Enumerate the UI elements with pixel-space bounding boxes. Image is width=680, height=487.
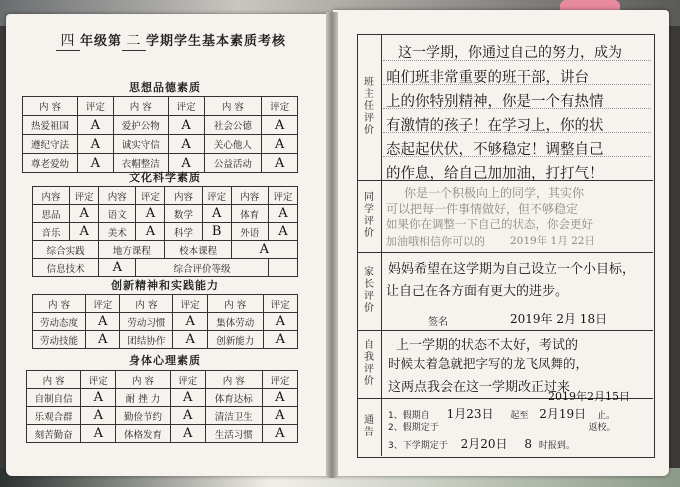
grade-cell: A: [99, 259, 136, 277]
peer-comment-line: 如果你在调整一下自己的状态，你会更好: [386, 217, 593, 231]
item-cell: 衣帽整洁: [113, 154, 168, 173]
notice-text: 2、假期定于: [388, 423, 439, 433]
sign-label: 签名: [428, 317, 448, 328]
innovation-heading: 创新精神和实践能力: [111, 279, 219, 292]
notice-line-2: [388, 420, 616, 433]
label-char: 通: [364, 415, 374, 426]
item-cell: 劳动习惯: [120, 313, 173, 331]
label-char: 价: [364, 303, 374, 314]
grade-cell: A: [263, 313, 297, 331]
grade-cell: A: [262, 154, 298, 173]
grade-cell: A: [81, 425, 116, 443]
label-char: 任: [364, 101, 374, 112]
culture-table: [32, 186, 298, 277]
table-row: [33, 331, 298, 349]
grade-cell: A: [78, 116, 114, 135]
parent-date: 2019年 2月 18日: [510, 312, 608, 326]
grade-handwritten: 四: [56, 30, 80, 51]
notice-text: 返校。: [588, 423, 616, 433]
notice-handwriting: 2月19日: [539, 407, 587, 421]
innovation-table: [32, 294, 298, 349]
grade-cell: A: [70, 223, 99, 241]
grade-cell: A: [86, 331, 120, 349]
self-date: 2019年2月15日: [548, 390, 630, 403]
label-char: 评: [364, 364, 374, 375]
header-cell: 内容: [99, 187, 136, 205]
table-header-row: [27, 371, 298, 389]
teacher-comment-line: 上的你特别精神，你是一个有热情: [386, 94, 604, 110]
summary-label-cell: 综合评价等级: [136, 259, 268, 277]
label-char: 价: [364, 125, 374, 136]
notice-text: 3、下学期定于: [388, 441, 448, 451]
header-cell: 评定: [81, 371, 116, 389]
item-cell: 音乐: [33, 223, 70, 241]
grade-cell: A: [168, 116, 204, 135]
peer-label: [357, 180, 381, 252]
grade-cell: A: [262, 407, 297, 425]
item-cell: 爱护公物: [113, 116, 168, 135]
label-char: 同: [364, 192, 374, 203]
peer-comment-line: 加油哦相信你可以的: [386, 235, 485, 248]
notice-text: 1、假期自: [388, 411, 430, 421]
parent-comment-line: 妈妈希望在这学期为自己设立一个小目标，: [388, 262, 636, 277]
header-cell: 内 容: [116, 371, 170, 389]
table-header-row: [23, 97, 298, 116]
label-char: 评: [364, 113, 374, 124]
header-cell: 内 容: [23, 97, 78, 116]
table-header-row: [33, 187, 298, 205]
grade-cell: A: [262, 425, 297, 443]
label-char: 评: [364, 291, 374, 302]
item-cell: 诚实守信: [113, 135, 168, 154]
header-cell: 内容: [231, 187, 268, 205]
header-cell: 评定: [78, 97, 114, 116]
header-cell: 内 容: [205, 371, 262, 389]
table-row: [27, 389, 298, 407]
item-cell: 科学: [165, 223, 202, 241]
item-cell: 创新能力: [207, 331, 263, 349]
item-cell: 关心他人: [204, 135, 262, 154]
item-cell: 思品: [33, 205, 70, 223]
parent-comment-line: 让自己在各方面有更大的进步。: [386, 284, 569, 299]
table-row: [23, 116, 298, 135]
notice-handwriting: 2月20日: [460, 437, 508, 451]
title-suffix: 学期学生基本素质考核: [146, 34, 287, 49]
header-cell: 内 容: [120, 295, 173, 313]
grade-cell: A: [262, 389, 297, 407]
item-cell: 劳动技能: [33, 331, 86, 349]
notice-handwriting: 8: [524, 437, 533, 451]
notice-text: 止。: [597, 411, 616, 421]
self-comment-line: 时候太着急就把字写的龙飞凤舞的，: [388, 356, 589, 371]
grade-cell: A: [168, 135, 204, 154]
notice-text: 时报到。: [538, 441, 575, 451]
semester-handwritten: 二: [122, 30, 146, 51]
item-cell: 清洁卫生: [205, 407, 262, 425]
header-cell: 评定: [263, 295, 297, 313]
item-cell: 热爱祖国: [23, 116, 78, 135]
self-comment-line: 这两点我会在这一学期改正过来: [388, 380, 571, 395]
label-char: 学: [364, 204, 374, 215]
grade-cell: A: [173, 313, 207, 331]
label-char: 我: [364, 352, 374, 363]
psychology-heading: 身体心理素质: [129, 354, 201, 367]
item-cell: 社会公德: [204, 116, 262, 135]
item-cell: 自制自信: [27, 389, 81, 407]
item-cell: 尊老爱幼: [23, 154, 78, 173]
item-cell: 信息技术: [33, 259, 99, 277]
item-cell: 生活习惯: [205, 425, 262, 443]
table-row: [23, 135, 298, 154]
teacher-comment-line: 这一学期，你通过自己的努力，成为: [398, 45, 622, 61]
grade-cell: A: [263, 331, 297, 349]
table-row: [33, 313, 298, 331]
item-cell: 公益活动: [204, 154, 262, 173]
item-cell: 乐观合群: [27, 407, 81, 425]
table-row: [33, 241, 298, 259]
item-cell: 校本课程: [165, 241, 231, 259]
row-divider: [357, 330, 653, 331]
label-char: 告: [364, 427, 374, 438]
grade-cell: A: [173, 331, 207, 349]
label-char: 价: [364, 228, 374, 239]
item-cell: 耐 挫 力: [116, 389, 170, 407]
item-cell: 集体劳动: [207, 313, 263, 331]
notice-label: [357, 398, 381, 456]
grade-cell: A: [86, 313, 120, 331]
table-row: [27, 407, 298, 425]
grade-cell: A: [262, 135, 298, 154]
label-char: 自: [364, 340, 374, 351]
grade-cell: A: [262, 116, 298, 135]
header-cell: 评定: [136, 187, 165, 205]
header-cell: 评定: [262, 97, 298, 116]
label-char: 主: [364, 89, 374, 100]
item-cell: 体格发育: [116, 425, 170, 443]
item-cell: 语文: [99, 205, 136, 223]
item-cell: 地方课程: [99, 241, 165, 259]
header-cell: 评定: [170, 371, 205, 389]
teacher-comment-line: 态起起伏伏，不够稳定！调整自己: [386, 142, 604, 158]
header-cell: 评定: [86, 295, 120, 313]
grade-cell: A: [136, 223, 165, 241]
grade-cell: A: [268, 205, 297, 223]
page-title: [26, 30, 316, 51]
grade-cell: A: [78, 135, 114, 154]
item-cell: 体育达标: [205, 389, 262, 407]
summary-grade-cell: [268, 259, 297, 277]
header-cell: 内 容: [113, 97, 168, 116]
culture-heading: 文化科学素质: [129, 171, 201, 184]
parent-label: [357, 252, 381, 330]
notice-handwriting: 1月23日: [446, 407, 494, 421]
item-cell: 劳动态度: [33, 313, 86, 331]
moral-table: [22, 96, 298, 173]
header-cell: 评定: [202, 187, 231, 205]
header-cell: 内 容: [27, 371, 81, 389]
item-cell: 数学: [165, 205, 202, 223]
header-cell: 内 容: [207, 295, 263, 313]
teacher-comment-line: 咱们班非常重要的班干部，讲台: [386, 70, 589, 86]
grade-cell: B: [202, 223, 231, 241]
peer-date: 2019年 1月 22日: [510, 235, 595, 247]
grade-cell: A: [81, 389, 116, 407]
header-cell: 评定: [268, 187, 297, 205]
item-cell: 美术: [99, 223, 136, 241]
grade-cell: A: [268, 223, 297, 241]
self-comment-line: 上一学期的状态不太好，考试的: [396, 338, 579, 353]
header-cell: 评定: [168, 97, 204, 116]
title-mid: 年级第: [79, 34, 122, 49]
label-char: 评: [364, 216, 374, 227]
teacher-comment-line: 有激情的孩子！在学习上，你的状: [386, 118, 604, 134]
label-char: 班: [364, 77, 374, 88]
teacher-comment-line: 的作息，给自己加加油，打打气！: [386, 166, 604, 182]
item-cell: 外语: [231, 223, 268, 241]
table-row: [33, 223, 298, 241]
header-cell: 评定: [262, 371, 297, 389]
self-label: [357, 330, 381, 398]
teacher-label: [357, 34, 381, 180]
row-divider: [357, 252, 653, 253]
grade-cell: A: [170, 425, 205, 443]
label-char: 价: [364, 376, 374, 387]
item-cell: 遵纪守法: [23, 135, 78, 154]
item-cell: 团结协作: [120, 331, 173, 349]
grade-cell: A: [136, 205, 165, 223]
grade-cell: A: [81, 407, 116, 425]
header-cell: 内容: [165, 187, 202, 205]
header-cell: 评定: [70, 187, 99, 205]
moral-heading: 思想品德素质: [129, 81, 201, 94]
grade-cell: A: [70, 205, 99, 223]
table-row: [27, 425, 298, 443]
grade-cell: A: [78, 154, 114, 173]
item-cell: 综合实践: [33, 241, 99, 259]
item-cell: 刻苦勤奋: [27, 425, 81, 443]
notice-line-3: [388, 435, 575, 452]
header-cell: 内 容: [204, 97, 262, 116]
peer-comment-line: 你是一个积极向上的同学，其实你: [404, 186, 585, 200]
grade-cell: A: [170, 389, 205, 407]
header-cell: 内容: [33, 187, 70, 205]
table-row: [33, 205, 298, 223]
table-header-row: [33, 295, 298, 313]
grade-cell: A: [231, 241, 297, 259]
grade-cell: A: [168, 154, 204, 173]
grade-cell: A: [170, 407, 205, 425]
label-char: 长: [364, 279, 374, 290]
grade-cell: A: [202, 205, 231, 223]
notice-text: 起至: [510, 411, 529, 421]
peer-comment-line: 可以把每一件事情做好，但不够稳定: [386, 202, 579, 216]
header-cell: 内 容: [33, 295, 86, 313]
item-cell: 体育: [231, 205, 268, 223]
book-spine: [326, 12, 338, 478]
table-row: [33, 259, 298, 277]
label-char: 家: [364, 267, 374, 278]
item-cell: 勤俭节约: [116, 407, 170, 425]
header-cell: 评定: [173, 295, 207, 313]
psychology-table: [26, 370, 298, 443]
